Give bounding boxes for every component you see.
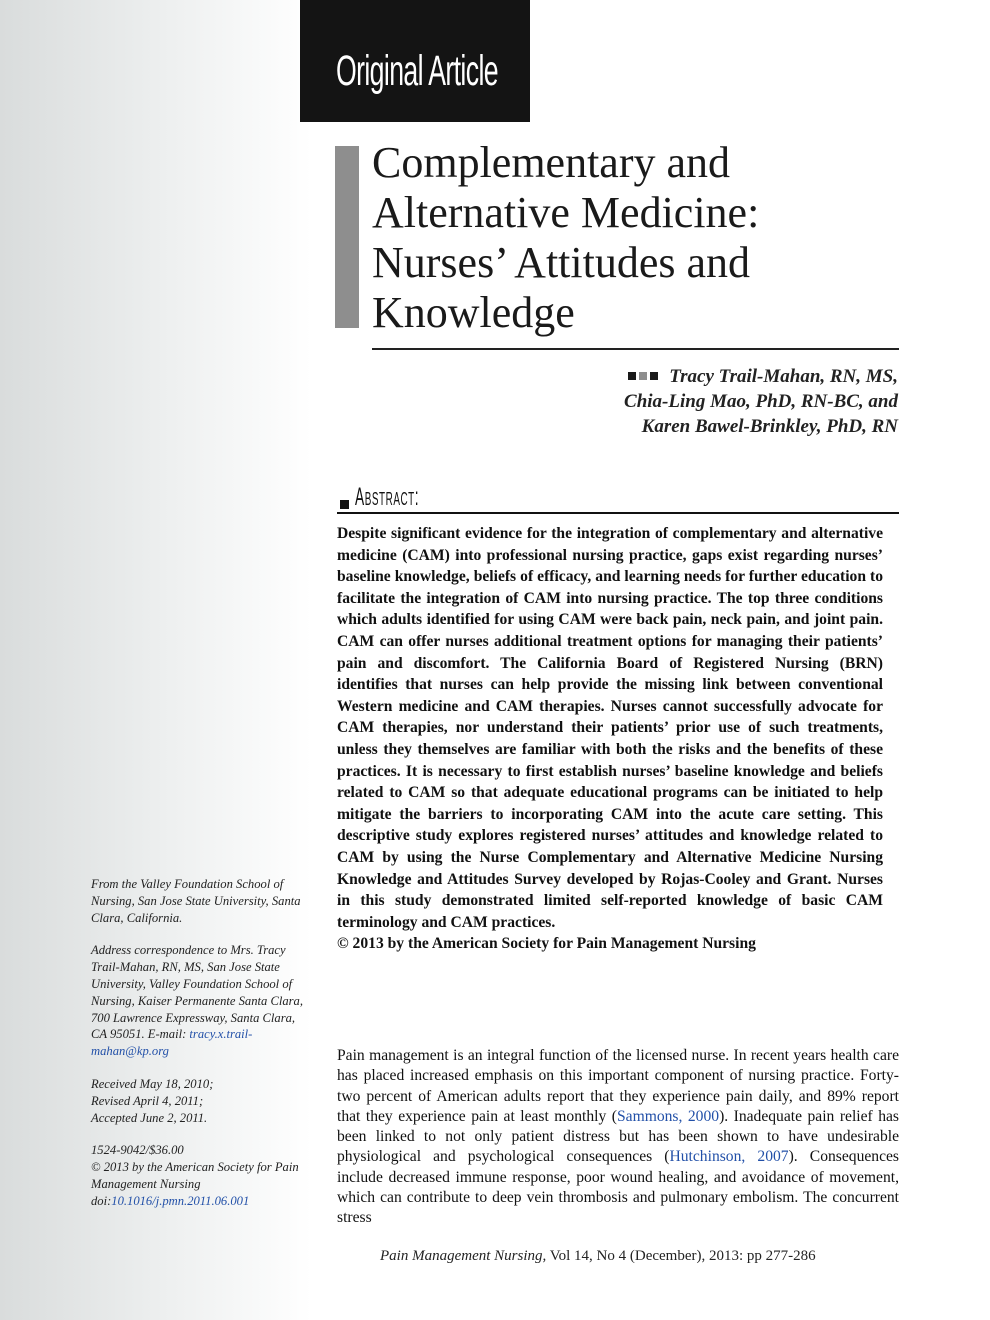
- article-notes: [91, 876, 306, 1210]
- author-name: Tracy Trail-Mahan, RN, MS,: [669, 366, 898, 387]
- title-rule: [372, 348, 899, 350]
- revised-date: Revised April 4, 2011;: [91, 1093, 204, 1108]
- title-line: Nurses’ Attitudes and: [372, 238, 751, 287]
- reference-link[interactable]: Sammons, 2000: [616, 1107, 720, 1125]
- affiliation-note: From the Valley Foundation School of Nursing, San Jose State University, Santa Clara, California.: [91, 877, 301, 925]
- section-label: Original Article: [336, 47, 498, 95]
- dates-note: [91, 1076, 306, 1126]
- accepted-date: Accepted June 2, 2011.: [91, 1110, 208, 1125]
- abstract-copyright: © 2013 by the American Society for Pain Management Nursing: [337, 935, 756, 953]
- author-line: Chia-Ling Mao, PhD, RN-BC, and: [624, 391, 898, 412]
- correspondence-note: [91, 942, 306, 1060]
- body-text-run: ). Inadequate pain relief has been linked to not only patient distress but has been shown to have undesirable physiological and psychological consequences (: [337, 1107, 899, 1166]
- body-text-run: ). Consequences include decreased immune response, poor wound healing, and avoidance of movement, which can contribute to deep vein thrombosis and pulmonary embolism. The concurrent stress: [337, 1148, 899, 1227]
- body-text-run: Pain management is an integral function of the licensed nurse. In recent years health care has placed increased emphasis on this important component of nursing practice. Forty-two percent of American adults report that they experience pain daily, and 89% report that they experience pain at least monthly (: [337, 1047, 899, 1125]
- title-line: Complementary and: [372, 138, 731, 187]
- copyright-note: © 2013 by the American Society for Pain Management Nursing: [91, 1160, 299, 1191]
- title-accent-bar: [335, 146, 359, 328]
- abstract-text: Despite significant evidence for the integration of complementary and alternative medicine (CAM) into professional nursing practice, gaps exist regarding nurses’ baseline knowledge, beliefs of efficacy, and learning needs for further education to facilitate the integration of CAM into nursing practice. The top three conditions which adults identified for using CAM were back pain, neck pain, and joint pain. CAM can offer nurses additional treatment options for managing their patients’ pain and discomfort. The California Board of Registered Nursing (BRN) identifies that nurses can help provide the missing link between conventional Western medicine and CAM therapies. Nurses cannot successfully advocate for CAM therapies, nor understand their patients’ prior use of such treatments, unless they themselves are familiar with both the risks and the benefits of these practices. It is necessary to first establish nurses’ baseline knowledge and beliefs related to CAM so that adequate educational programs can be initiated to help mitigate the barriers to incorporating CAM into the acute care setting. This descriptive study explores registered nurses’ attitudes and knowledge related to CAM by using the Nurse Complementary and Alternative Medicine Nursing Knowledge and Attitudes Survey developed by Rojas-Cooley and Grant. Nurses in this study demonstrated limited self-reported knowledge of basic CAM terminology and CAM practices.: [337, 525, 883, 931]
- author-line: [478, 362, 898, 389]
- received-date: Received May 18, 2010;: [91, 1076, 214, 1091]
- journal-name: Pain Management Nursing,: [380, 1248, 547, 1264]
- publication-note: [91, 1142, 306, 1209]
- author-line: Karen Bawel-Brinkley, PhD, RN: [641, 416, 898, 437]
- title-line: Alternative Medicine:: [372, 188, 760, 237]
- body-text: [337, 1046, 899, 1229]
- bullet-squares-icon: [628, 362, 661, 387]
- doi-prefix: doi:: [91, 1193, 112, 1208]
- reference-link[interactable]: Hutchinson, 2007: [669, 1148, 789, 1166]
- page-footer: [380, 1248, 900, 1265]
- body-paragraph: [337, 1046, 899, 1229]
- author-list: [478, 362, 898, 439]
- article-title: [372, 138, 892, 338]
- citation: Vol 14, No 4 (December), 2013: pp 277-286: [546, 1248, 816, 1264]
- abstract-label: Abstract:: [355, 483, 420, 511]
- correspondence-text: Address correspondence to Mrs. Tracy Trail-Mahan, RN, MS, San Jose State University, Valley Foundation School of Nursing, Kaiser Permanente Santa Clara, 700 Lawrence Expressway, Santa Clara, CA 95051. E-mail:: [91, 943, 303, 1042]
- doi-link[interactable]: 10.1016/j.pmn.2011.06.001: [111, 1193, 250, 1208]
- issn-price: 1524-9042/$36.00: [91, 1143, 184, 1158]
- square-bullet-icon: [340, 500, 349, 509]
- abstract-body: [337, 523, 883, 955]
- abstract-rule: [337, 512, 899, 514]
- email-link[interactable]: tracy.x.trail-mahan@kp.org: [91, 1027, 253, 1059]
- title-line: Knowledge: [372, 288, 575, 337]
